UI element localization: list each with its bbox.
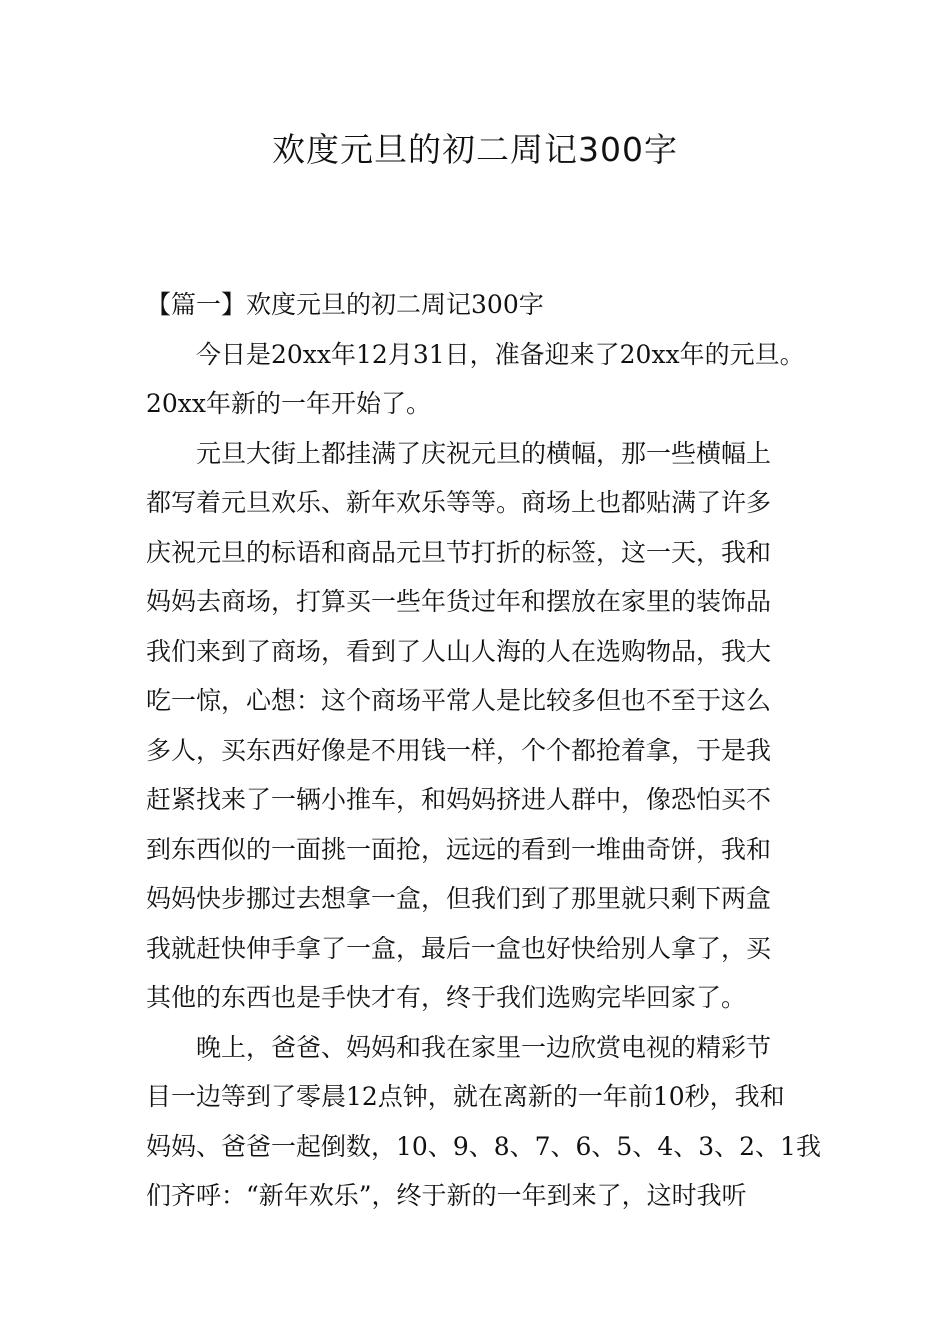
paragraph-line: 我们来到了商场，看到了人山人海的人在选购物品，我大 (146, 636, 772, 666)
paragraph-line: 今日是20xx年12月31日，准备迎来了20xx年的元旦。 (196, 339, 805, 369)
paragraph-line: 目一边等到了零晨12点钟，就在离新的一年前10秒，我和 (146, 1082, 785, 1111)
paragraph-line: 吃一惊，心想：这个商场平常人是比较多但也不至于这么 (146, 686, 772, 715)
paragraph-line: 其他的东西也是手快才有，终于我们选购完毕回家了。 (146, 983, 747, 1012)
paragraph-line: 妈妈去商场，打算买一些年货过年和摆放在家里的装饰品 (146, 587, 772, 616)
paragraph-line: 妈妈、爸爸一起倒数，10、9、8、7、6、5、4、3、2、1我 (146, 1131, 821, 1161)
paragraph-line: 赶紧找来了一辆小推车，和妈妈挤进人群中，像恐怕买不 (146, 785, 772, 814)
paragraph-line: 元旦大街上都挂满了庆祝元旦的横幅，那一些横幅上 (196, 438, 772, 468)
paragraph-line: 都写着元旦欢乐、新年欢乐等等。商场上也都贴满了许多 (146, 488, 772, 517)
paragraph-line: 到东西似的一面挑一面抢，远远的看到一堆曲奇饼，我和 (146, 834, 772, 864)
paragraph-line: 20xx年新的一年开始了。 (146, 389, 432, 418)
paragraph-line: 妈妈快步挪过去想拿一盒，但我们到了那里就只剩下两盒 (146, 884, 772, 913)
paragraph-line: 晚上，爸爸、妈妈和我在家里一边欣赏电视的精彩节 (196, 1032, 772, 1062)
paragraph-line: 我就赶快伸手拿了一盒，最后一盒也好快给别人拿了，买 (146, 933, 772, 963)
paragraph-line: 们齐呼：“新年欢乐”，终于新的一年到来了，这时我听 (146, 1181, 747, 1210)
document-body (146, 280, 821, 1221)
paragraph-line: 庆祝元旦的标语和商品元旦节打折的标签，这一天，我和 (146, 537, 772, 567)
paragraph-line: 多人，买东西好像是不用钱一样，个个都抢着拿，于是我 (146, 735, 772, 765)
section-heading: 【篇一】欢度元旦的初二周记300字 (146, 290, 544, 319)
document-title: 欢度元旦的初二周记300字 (272, 130, 678, 169)
